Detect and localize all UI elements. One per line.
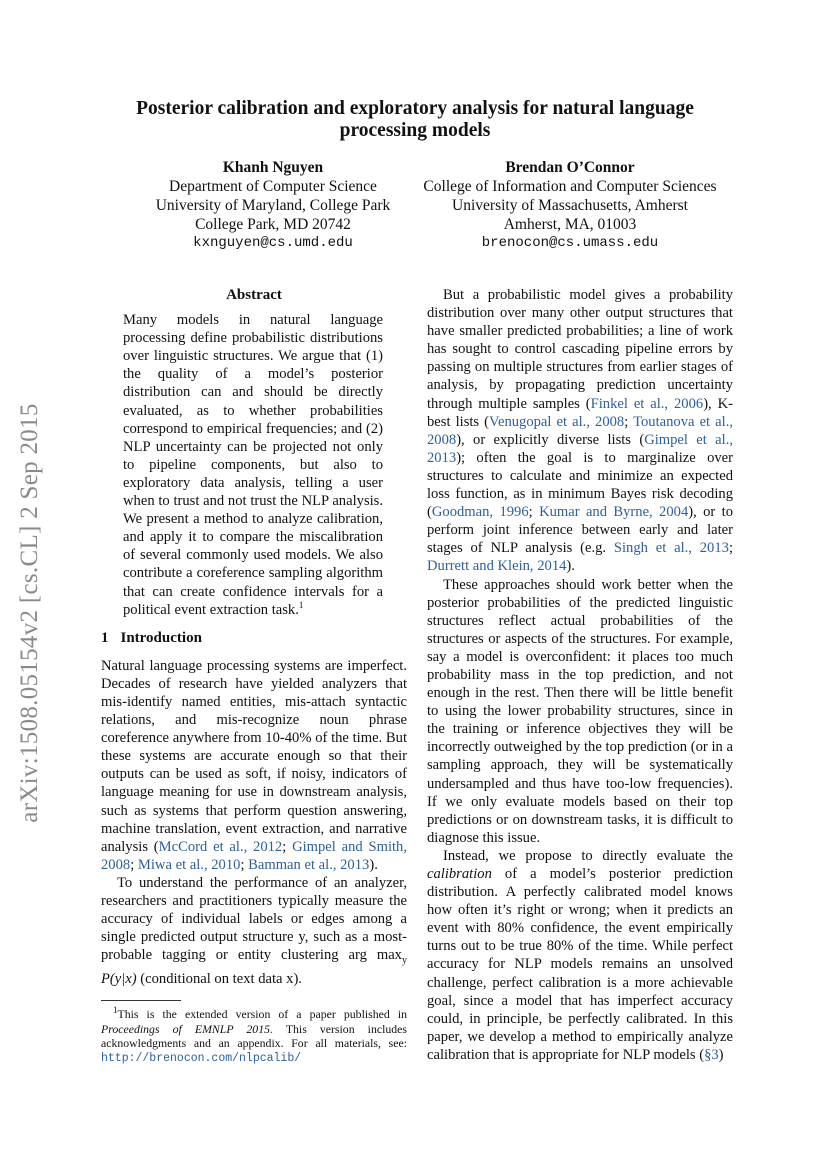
author-email[interactable]: kxnguyen@cs.umd.edu (193, 235, 353, 251)
argmax-expression: P(y|x) (101, 971, 137, 988)
paper-title: Posterior calibration and exploratory analysis for natural language processing models (136, 98, 694, 141)
author-email[interactable]: brenocon@cs.umass.edu (481, 235, 659, 251)
citation-link[interactable]: Kumar and Byrne, 2004 (539, 504, 689, 521)
footnote-1 (101, 1007, 407, 1066)
right-paragraph-1: But a probabilistic model gives a probability distribution over many other output structures that have smaller predicted probabilities; a line of work has sought to control cascading pipeline errors by passing on multiple structures from earlier stages of analysis, by propagating prediction uncertainty through multiple samples (Finkel et al., 2006), K-best lists (Venugopal et al., 2008; Toutanova et al., 2008), or explicitly diverse lists (Gimpel et al., 2013); often the goal is to marginalize over structures to calculate and minimize an expected loss function, as in minimum Bayes risk decoding (Goodman, 1996; Kumar and Byrne, 2004), or to perform joint inference between early and later stages of NLP analysis (e.g. Singh et al., 2013; Durrett and Klein, 2014). (427, 287, 734, 575)
right-column (427, 286, 733, 1064)
footnote-divider (101, 1000, 181, 1001)
intro-p1-text: Natural language processing systems are imperfect. Decades of research have yielded analyzers that mis-identify named entities, mis-attach syntactic relations, and mis-recognize noun phrase coreference anywhere from 10-40% of the time. But these systems are accurate enough so that their outputs can be used as soft, if noisy, indicators of language meaning for use in downstream analysis, such as systems that perform question answering, machine translation, event extraction, and narrative analysis ( (101, 657, 407, 855)
citation-link[interactable]: Singh et al., 2013 (613, 540, 729, 557)
author-affiliation-line: University of Massachusetts, Amherst (452, 197, 688, 214)
author-affiliation-line: Amherst, MA, 01003 (503, 216, 637, 233)
text-run: ). (566, 558, 575, 575)
text-run: ); often the goal is to marginalize over structures to calculate and minimize an expected loss function, as in minimum Bayes risk decoding ( (427, 449, 733, 521)
argmax-operator: arg max (348, 947, 402, 964)
footnote-url-link[interactable]: http://brenocon.com/nlpcalib/ (101, 1052, 302, 1066)
author-affiliation-line: College of Information and Computer Sciences (423, 178, 717, 195)
section-number: 1 (101, 629, 109, 646)
citation-link[interactable]: McCord et al., 2012 (158, 838, 283, 855)
intro-paragraph-2 (101, 874, 407, 988)
footnote-mark[interactable]: 1 (298, 599, 304, 610)
author-block-1 (118, 158, 428, 253)
argmax-subscript: y (401, 955, 407, 967)
abstract-heading: Abstract (226, 287, 282, 303)
text-run: ) (718, 1046, 724, 1063)
citation-link[interactable]: Gimpel and Smith, 2008 (101, 838, 407, 873)
footnote-venue: Proceedings of EMNLP 2015. (101, 1021, 273, 1036)
right-paragraph-3 (427, 847, 733, 1064)
section-heading-introduction (101, 629, 407, 647)
text-run: ), or explicitly diverse lists ( (456, 431, 645, 448)
footnote-text-2: This version includes acknowledgments and an appendix. For all materials, see: (101, 1021, 407, 1050)
author-name: Khanh Nguyen (222, 159, 324, 176)
text-run: Instead, we propose to directly evaluate the (443, 847, 733, 864)
text-run: ), K-best lists ( (427, 395, 733, 430)
arxiv-id-stamp: arXiv:1508.05154v2 [cs.CL] 2 Sep 2015 (16, 403, 43, 823)
footnote-number: 1 (113, 1005, 118, 1016)
intro-p2-text: To understand the performance of an analyzer, researchers and practitioners typically measure the accuracy of individual labels or edges among a single predicted output structure y, such as a most-probable tagging or entity clustering (101, 874, 407, 964)
citation-link[interactable]: Toutanova et al., 2008 (427, 413, 734, 448)
author-affiliation-line: University of Maryland, College Park (155, 197, 391, 214)
author-block-2 (410, 158, 730, 253)
author-affiliation-line: College Park, MD 20742 (195, 216, 351, 233)
citation-link[interactable]: Venugopal et al., 2008 (489, 413, 625, 430)
right-paragraph-2: These approaches should work better when the posterior probabilities of the predicted linguistic structures reflect actual probabilities of the structures or aspects of the structures. For example, say a model is overconfident: it places too much probability mass in the top prediction, and not enough in the rest. Then there will be little benefit to using the lower probability structures, since in the training or inference objectives they will be incorrectly outweighed by the top prediction (or in a sampling approach, they will be systematically undersampled and thus have too-low frequencies). If we only evaluate models based on their top predictions or on downstream tasks, it is difficult to diagnose this issue. (427, 576, 733, 846)
intro-p1-end: ). (369, 856, 378, 873)
intro-p2-end: (conditional on text data x). (136, 971, 302, 988)
abstract-body-text: Many models in natural language processing define probabilistic distributions over linguistic structures. We argue that (1) the quality of a model’s posterior distribution can and should be directly evaluated, as to whether probabilities correspond to empirical frequencies; and (2) NLP uncertainty can be projected not only to pipeline components, but also to exploratory data analysis, telling a user when to trust and not trust the NLP analysis. We present a method to analyze calibration, and apply it to compare the miscalibration of several commonly used models. We also contribute a coreference sampling algorithm that can create confidence intervals for a political event extraction task. (123, 312, 383, 618)
citation-link[interactable]: Bamman et al., 2013 (248, 856, 370, 873)
author-affiliation-line: Department of Computer Science (169, 178, 377, 195)
arxiv-sidebar (8, 378, 52, 848)
citation-link[interactable]: Miwa et al., 2010 (137, 856, 241, 873)
citation-link[interactable]: Goodman, 1996 (431, 504, 529, 521)
text-run: But a probabilistic model gives a probability distribution over many other output structures that have smaller predicted probabilities; a line of work has sought to control cascading pipeline errors by passing on multiple structures from earlier stages of analysis, by propagating prediction uncertainty through multiple samples ( (427, 287, 733, 412)
section-ref-link[interactable]: §3 (704, 1046, 719, 1063)
abstract-text (123, 311, 383, 619)
left-column (101, 286, 407, 1067)
citation-link[interactable]: Durrett and Klein, 2014 (427, 558, 567, 575)
text-run: ), or to perform joint inference between early and later stages of NLP analysis (e.g. (427, 504, 733, 557)
intro-paragraph-1: Natural language processing systems are imperfect. Decades of research have yielded analyzers that mis-identify named entities, mis-attach syntactic relations, and mis-recognize noun phrase coreference anywhere from 10-40% of the time. But these systems are accurate enough so that their outputs can be used as soft, if noisy, indicators of language meaning for use in downstream analysis, such as systems that perform question answering, machine translation, event extraction, and narrative analysis (McCord et al., 2012; Gimpel and Smith, 2008; Miwa et al., 2010; Bamman et al., 2013). (101, 657, 407, 873)
section-title: Introduction (120, 629, 202, 646)
text-run: of a model’s posterior prediction distribution. A perfectly calibrated model knows how often it’s right or wrong; when it predicts an event with 80% confidence, the event empirically turns out to be true 80% of the time. While perfect accuracy for NLP models remains an unsolved challenge, perfect calibration is a more achievable goal, since a model that has imperfect accuracy could, in principle, be perfectly calibrated. In this paper, we develop a method to empirically analyze calibration that is appropriate for NLP models ( (427, 866, 733, 1063)
footnote-text: This is the extended version of a paper published in (117, 1007, 407, 1022)
author-name: Brendan O’Connor (505, 159, 635, 176)
emphasis-term: calibration (427, 866, 492, 882)
citation-link[interactable]: Finkel et al., 2006 (590, 395, 704, 412)
citation-link[interactable]: Gimpel et al., 2013 (427, 431, 733, 466)
